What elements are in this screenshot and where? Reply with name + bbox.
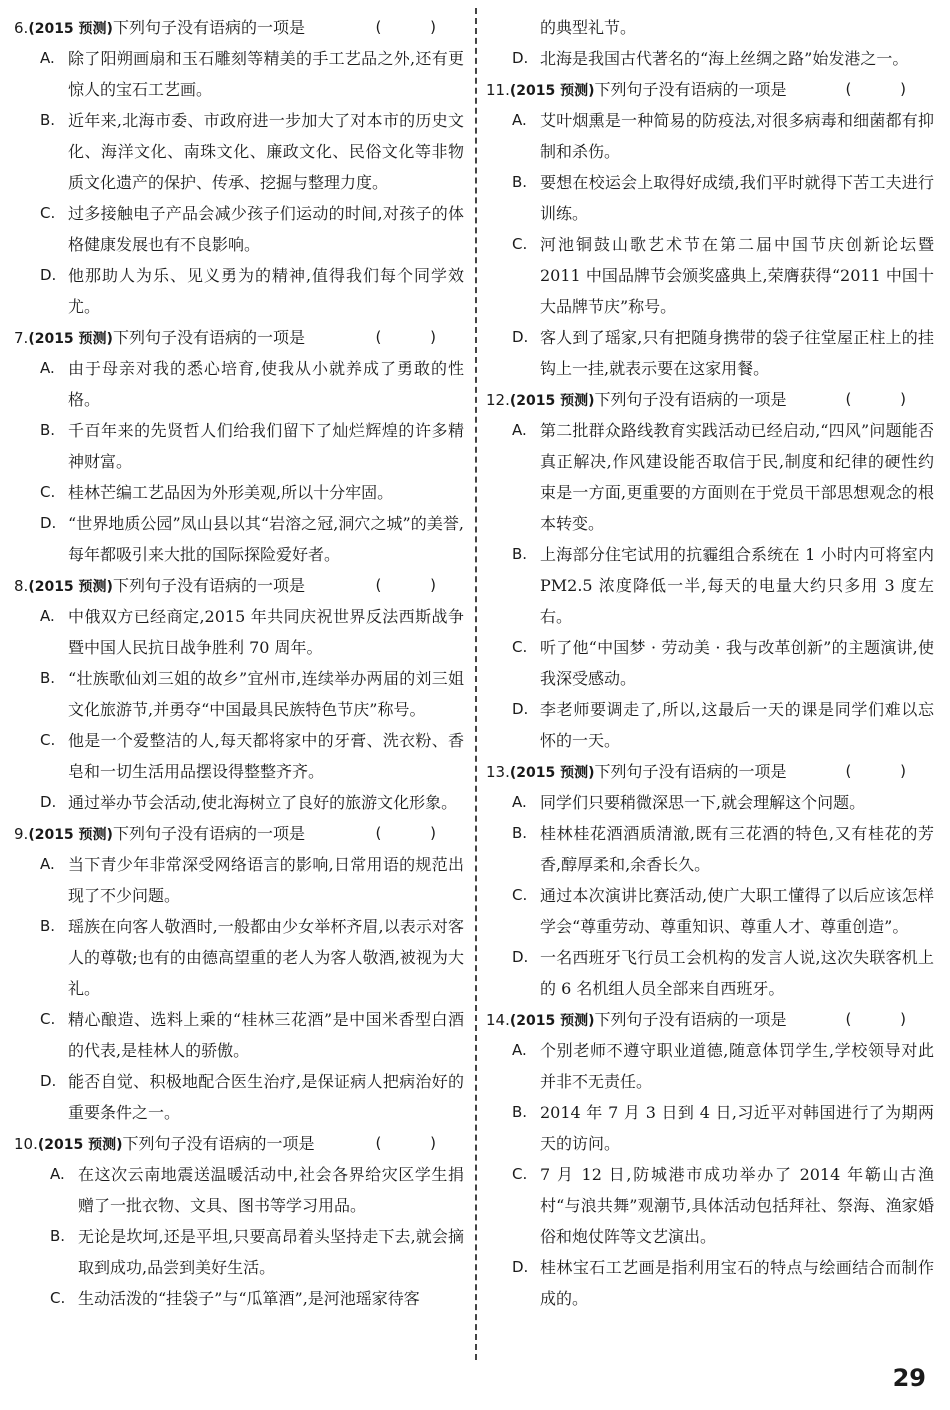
question bbox=[14, 12, 464, 322]
question-number: 10. bbox=[14, 1135, 38, 1153]
option-text: 中俄双方已经商定,2015 年共同庆祝世界反法西斯战争暨中国人民抗日战争胜利 70 周年。 bbox=[68, 607, 464, 657]
option-text: 第二批群众路线教育实践活动已经启动,“四风”问题能否真正解决,作风建设能否取信于民,制度和纪律的硬性约束是一方面,更重要的方面则在于党员干部思想观念的根本转变。 bbox=[540, 421, 934, 533]
question-tag: (2015 预测) bbox=[509, 1013, 595, 1029]
answer-option bbox=[486, 632, 934, 694]
answer-option bbox=[14, 1159, 464, 1221]
question-number: 12. bbox=[486, 391, 510, 409]
option-text: 他那助人为乐、见义勇为的精神,值得我们每个同学效尤。 bbox=[68, 266, 464, 316]
question-prompt: 下列句子没有语病的一项是 bbox=[594, 1010, 787, 1029]
question-prompt: 下列句子没有语病的一项是 bbox=[112, 328, 305, 347]
answer-blank: ( ) bbox=[375, 1134, 458, 1152]
option-letter: C. bbox=[50, 1289, 66, 1307]
option-text: 近年来,北海市委、市政府进一步加大了对本市的历史文化、海洋文化、南珠文化、廉政文化、民俗文化等非物质文化遗产的保护、传承、挖掘与整理力度。 bbox=[68, 111, 464, 192]
answer-option bbox=[14, 787, 464, 818]
question-number: 7. bbox=[14, 329, 29, 347]
answer-option bbox=[14, 1283, 464, 1314]
question-stem bbox=[14, 322, 464, 353]
question-prompt: 下列句子没有语病的一项是 bbox=[122, 1134, 315, 1153]
question bbox=[486, 756, 934, 1004]
answer-blank: ( ) bbox=[375, 18, 458, 36]
answer-option bbox=[486, 694, 934, 756]
option-text: 生动活泼的“挂袋子”与“瓜箪酒”,是河池瑶家待客 bbox=[78, 1289, 420, 1308]
question bbox=[486, 74, 934, 384]
option-letter: B. bbox=[512, 173, 528, 191]
option-text: 艾叶烟熏是一种简易的防疫法,对很多病毒和细菌都有抑制和杀伤。 bbox=[540, 111, 934, 161]
question-tag: (2015 预测) bbox=[37, 1137, 123, 1153]
option-text: 同学们只要稍微深思一下,就会理解这个问题。 bbox=[540, 793, 866, 812]
option-letter: B. bbox=[40, 421, 56, 439]
question-tag: (2015 预测) bbox=[28, 827, 113, 843]
answer-option bbox=[486, 1159, 934, 1252]
answer-option bbox=[486, 167, 934, 229]
question-stem bbox=[486, 1004, 934, 1035]
question-prompt: 下列句子没有语病的一项是 bbox=[594, 390, 787, 409]
answer-option bbox=[14, 105, 464, 198]
option-letter: C. bbox=[40, 1010, 56, 1028]
option-letter: A. bbox=[40, 49, 55, 67]
answer-blank: ( ) bbox=[375, 824, 458, 842]
q10-option-d bbox=[486, 43, 934, 74]
question-stem bbox=[14, 12, 464, 43]
option-text: 一名西班牙飞行员工会机构的发言人说,这次失联客机上的 6 名机组人员全部来自西班牙。 bbox=[540, 948, 934, 998]
option-letter: A. bbox=[40, 607, 55, 625]
option-letter: B. bbox=[50, 1227, 66, 1245]
option-text: 当下青少年非常深受网络语言的影响,日常用语的规范出现了不少问题。 bbox=[68, 855, 464, 905]
answer-option bbox=[486, 1035, 934, 1097]
question-tag: (2015 预测) bbox=[28, 579, 113, 595]
answer-option bbox=[14, 1066, 464, 1128]
option-letter: A. bbox=[512, 1041, 527, 1059]
option-text: 2014 年 7 月 3 日到 4 日,习近平对韩国进行了为期两天的访问。 bbox=[540, 1103, 934, 1153]
question-tag: (2015 预测) bbox=[509, 765, 595, 781]
option-text: 桂林宝石工艺画是指利用宝石的特点与绘画结合而制作成的。 bbox=[540, 1258, 934, 1308]
answer-option bbox=[486, 322, 934, 384]
question-number: 11. bbox=[486, 81, 510, 99]
option-text: 北海是我国古代著名的“海上丝绸之路”始发港之一。 bbox=[540, 49, 909, 68]
option-letter: D. bbox=[40, 514, 57, 532]
question bbox=[14, 322, 464, 570]
option-letter: A. bbox=[512, 421, 527, 439]
option-letter: D. bbox=[40, 1072, 57, 1090]
option-letter: B. bbox=[512, 824, 528, 842]
answer-option bbox=[14, 1004, 464, 1066]
option-letter: C. bbox=[512, 235, 528, 253]
answer-blank: ( ) bbox=[845, 390, 928, 408]
question bbox=[14, 1128, 464, 1314]
option-text: 除了阳朔画扇和玉石雕刻等精美的手工艺品之外,还有更惊人的宝石工艺画。 bbox=[68, 49, 464, 99]
answer-option bbox=[14, 911, 464, 1004]
option-letter: A. bbox=[512, 793, 527, 811]
option-text: 李老师要调走了,所以,这最后一天的课是同学们难以忘怀的一天。 bbox=[540, 700, 934, 750]
question-tag: (2015 预测) bbox=[509, 393, 595, 409]
answer-blank: ( ) bbox=[845, 1010, 928, 1028]
answer-option bbox=[486, 787, 934, 818]
question-prompt: 下列句子没有语病的一项是 bbox=[594, 80, 787, 99]
option-letter: D. bbox=[512, 948, 529, 966]
option-letter: B. bbox=[40, 111, 56, 129]
column-divider bbox=[475, 8, 477, 1360]
answer-option bbox=[486, 1097, 934, 1159]
option-text: 千百年来的先贤哲人们给我们留下了灿烂辉煌的许多精神财富。 bbox=[68, 421, 464, 471]
answer-option bbox=[14, 415, 464, 477]
question-tag: (2015 预测) bbox=[509, 83, 595, 99]
option-text: 的典型礼节。 bbox=[540, 18, 637, 37]
option-text: 7 月 12 日,防城港市成功举办了 2014 年簕山古渔村“与浪共舞”观潮节,具体活动包括拜社、祭海、渔家婚俗和炮仗阵等文艺演出。 bbox=[540, 1165, 934, 1246]
option-text: 由于母亲对我的悉心培育,使我从小就养成了勇敢的性格。 bbox=[68, 359, 464, 409]
question-number: 9. bbox=[14, 825, 29, 843]
option-text: 在这次云南地震送温暖活动中,社会各界给灾区学生捐赠了一批衣物、文具、图书等学习用品。 bbox=[78, 1165, 464, 1215]
option-text: 桂林桂花酒酒质清澈,既有三花酒的特色,又有桂花的芳香,醇厚柔和,余香长久。 bbox=[540, 824, 934, 874]
answer-option bbox=[486, 818, 934, 880]
answer-option bbox=[14, 477, 464, 508]
answer-option bbox=[14, 663, 464, 725]
option-letter: B. bbox=[40, 917, 56, 935]
option-text: 通过本次演讲比赛活动,使广大职工懂得了以后应该怎样学会“尊重劳动、尊重知识、尊重人才、尊重创造”。 bbox=[540, 886, 934, 936]
option-letter: A. bbox=[40, 359, 55, 377]
option-text: 能否自觉、积极地配合医生治疗,是保证病人把病治好的重要条件之一。 bbox=[68, 1072, 464, 1122]
q10-c-continuation bbox=[486, 12, 934, 43]
question bbox=[486, 1004, 934, 1314]
option-text: 通过举办节会活动,使北海树立了良好的旅游文化形象。 bbox=[68, 793, 458, 812]
answer-option bbox=[486, 1252, 934, 1314]
question-number: 6. bbox=[14, 19, 29, 37]
question bbox=[14, 818, 464, 1128]
answer-option bbox=[486, 415, 934, 539]
question-prompt: 下列句子没有语病的一项是 bbox=[112, 824, 305, 843]
option-letter: C. bbox=[40, 483, 56, 501]
option-letter: D. bbox=[40, 266, 57, 284]
option-letter: D. bbox=[512, 49, 529, 67]
option-text: 个别老师不遵守职业道德,随意体罚学生,学校领导对此并非不无责任。 bbox=[540, 1041, 934, 1091]
answer-option bbox=[486, 105, 934, 167]
question-prompt: 下列句子没有语病的一项是 bbox=[112, 18, 305, 37]
question-stem bbox=[14, 818, 464, 849]
answer-blank: ( ) bbox=[375, 328, 458, 346]
answer-option bbox=[486, 880, 934, 942]
question-stem bbox=[486, 756, 934, 787]
question-prompt: 下列句子没有语病的一项是 bbox=[594, 762, 787, 781]
right-column bbox=[486, 12, 934, 1314]
option-letter: A. bbox=[40, 855, 55, 873]
option-letter: D. bbox=[512, 328, 529, 346]
option-letter: B. bbox=[40, 669, 56, 687]
option-letter: C. bbox=[512, 638, 528, 656]
answer-option bbox=[486, 539, 934, 632]
option-text: 无论是坎坷,还是平坦,只要高昂着头坚持走下去,就会摘取到成功,品尝到美好生活。 bbox=[78, 1227, 464, 1277]
question-stem bbox=[14, 570, 464, 601]
question-number: 13. bbox=[486, 763, 510, 781]
answer-option bbox=[14, 849, 464, 911]
option-letter: C. bbox=[40, 204, 56, 222]
option-text: 上海部分住宅试用的抗霾组合系统在 1 小时内可将室内 PM2.5 浓度降低一半,每天的电量大约只多用 3 度左右。 bbox=[540, 545, 934, 626]
option-letter: B. bbox=[512, 1103, 528, 1121]
option-letter: A. bbox=[50, 1165, 65, 1183]
answer-option bbox=[14, 198, 464, 260]
option-text: 精心酿造、选料上乘的“桂林三花酒”是中国米香型白酒的代表,是桂林人的骄傲。 bbox=[68, 1010, 464, 1060]
question-stem bbox=[486, 384, 934, 415]
option-letter: D. bbox=[512, 700, 529, 718]
option-text: 客人到了瑶家,只有把随身携带的袋子往堂屋正柱上的挂钩上一挂,就表示要在这家用餐。 bbox=[540, 328, 934, 378]
option-letter: C. bbox=[512, 886, 528, 904]
option-text: 他是一个爱整洁的人,每天都将家中的牙膏、洗衣粉、香皂和一切生活用品摆设得整整齐齐。 bbox=[68, 731, 464, 781]
left-column bbox=[14, 12, 464, 1314]
option-text: 瑶族在向客人敬酒时,一般都由少女举杯齐眉,以表示对客人的尊敬;也有的由德高望重的老人为客人敬酒,被视为大礼。 bbox=[68, 917, 464, 998]
question-tag: (2015 预测) bbox=[28, 331, 113, 347]
answer-blank: ( ) bbox=[375, 576, 458, 594]
answer-option bbox=[14, 508, 464, 570]
answer-option bbox=[14, 601, 464, 663]
question-prompt: 下列句子没有语病的一项是 bbox=[112, 576, 305, 595]
answer-option bbox=[14, 43, 464, 105]
option-text: “壮族歌仙刘三姐的故乡”宜州市,连续举办两届的刘三姐文化旅游节,并勇夺“中国最具民族特色节庆”称号。 bbox=[68, 669, 464, 719]
question-number: 14. bbox=[486, 1011, 510, 1029]
option-letter: D. bbox=[40, 793, 57, 811]
question bbox=[486, 384, 934, 756]
option-letter: C. bbox=[512, 1165, 528, 1183]
option-text: 要想在校运会上取得好成绩,我们平时就得下苦工夫进行训练。 bbox=[540, 173, 934, 223]
question-tag: (2015 预测) bbox=[28, 21, 113, 37]
question-number: 8. bbox=[14, 577, 29, 595]
option-letter: B. bbox=[512, 545, 528, 563]
answer-option bbox=[14, 725, 464, 787]
answer-option bbox=[486, 229, 934, 322]
option-letter: A. bbox=[512, 111, 527, 129]
page-number: 29 bbox=[892, 1364, 926, 1392]
answer-blank: ( ) bbox=[845, 80, 928, 98]
option-letter: D. bbox=[512, 1258, 529, 1276]
option-text: 桂林芒编工艺品因为外形美观,所以十分牢固。 bbox=[68, 483, 394, 502]
option-text: 河池铜鼓山歌艺术节在第二届中国节庆创新论坛暨 2011 中国品牌节会颁奖盛典上,荣膺获得“2011 中国十大品牌节庆”称号。 bbox=[540, 235, 934, 316]
option-text: 听了他“中国梦 · 劳动美 · 我与改革创新”的主题演讲,使我深受感动。 bbox=[540, 638, 934, 688]
answer-option bbox=[14, 353, 464, 415]
answer-option bbox=[14, 1221, 464, 1283]
option-text: “世界地质公园”凤山县以其“岩溶之冠,洞穴之城”的美誉,每年都吸引来大批的国际探险爱好者。 bbox=[68, 514, 464, 564]
answer-option bbox=[14, 260, 464, 322]
question bbox=[14, 570, 464, 818]
option-letter: C. bbox=[40, 731, 56, 749]
option-text: 过多接触电子产品会减少孩子们运动的时间,对孩子的体格健康发展也有不良影响。 bbox=[68, 204, 464, 254]
answer-blank: ( ) bbox=[845, 762, 928, 780]
question-stem bbox=[14, 1128, 464, 1159]
question-stem bbox=[486, 74, 934, 105]
answer-option bbox=[486, 942, 934, 1004]
